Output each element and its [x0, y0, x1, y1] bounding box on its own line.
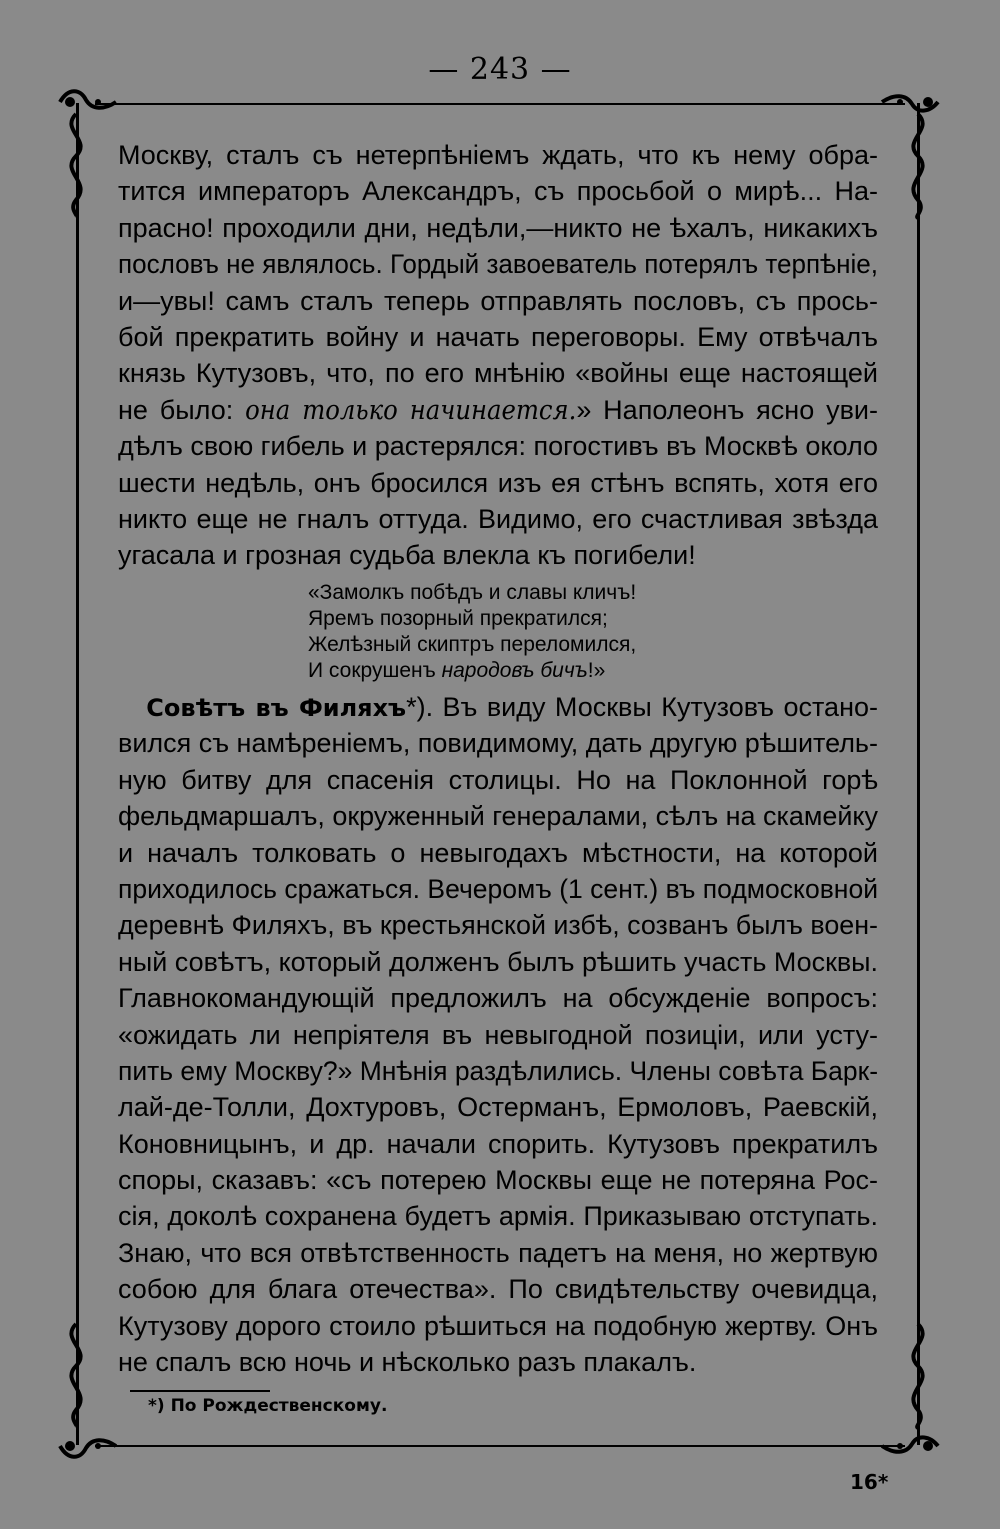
text-line: приходилось сражаться. Вечеромъ (1 сент.) въ подмосковной — [118, 873, 879, 904]
text-line: угасала и грозная судьба влекла къ погибели! — [118, 540, 696, 571]
text-line: «ожидать ли непріятеля въ невыгодной позиціи, или усту- — [118, 1019, 878, 1050]
footnote-mark: *). — [406, 692, 434, 722]
text-line: князь Кутузовъ, что, по его мнѣнію «войны еще настоящей — [118, 358, 878, 389]
poem-line: Яремъ позорный прекратился; — [308, 607, 608, 630]
text-span: И сокрушенъ — [308, 659, 442, 682]
text-line: пословъ не являлось. Гордый завоеватель потерялъ терпѣніе, — [118, 249, 879, 280]
section-heading: Совѣтъ въ Филяхъ — [146, 694, 407, 722]
text-line: никто еще не гналъ оттуда. Видимо, его счастливая звѣзда — [118, 503, 878, 534]
text-line: споры, сказавъ: «съ потерею Москвы еще не потеряна Рос- — [118, 1165, 878, 1196]
section-council — [118, 689, 878, 1380]
frame-left-rule — [76, 103, 79, 1445]
poem-line — [308, 658, 728, 684]
text-line: и началъ толковать о невыгодахъ мѣстности, на которой — [118, 837, 878, 868]
text-line: фельдмаршалъ, окруженный генералами, сѣлъ на скамейку — [118, 801, 878, 832]
text-line: не спалъ всю ночь и нѣсколько разъ плакалъ. — [118, 1347, 697, 1378]
text-line: ный совѣтъ, который долженъ былъ рѣшить участь Москвы. — [118, 946, 879, 977]
text-line: ную битву для спасенія столицы. Но на Поклонной горѣ — [118, 764, 878, 795]
corner-ornament-icon — [58, 1430, 118, 1462]
text-line: бой прекратить войну и начать переговоры. Ему отвѣчалъ — [118, 321, 878, 352]
poem-quote — [308, 580, 728, 684]
text-line: Москву, сталъ съ нетерпѣніемъ ждать, что къ нему обра- — [118, 140, 878, 170]
text-line: Главнокомандующій предложилъ на обсужденіе вопросъ: — [118, 983, 878, 1014]
section-first-line — [118, 689, 878, 725]
page-number: — 243 — — [428, 52, 572, 87]
text-line: дѣлъ свою гибель и растерялся: погостивъ въ Москвѣ около — [118, 431, 879, 462]
frame-right-rule — [917, 103, 920, 1445]
footnote: *) По Рождественскому. — [148, 1396, 388, 1416]
italic-phrase: народовъ бичъ — [441, 659, 588, 682]
text-span: не было: — [118, 394, 246, 425]
frame-top-rule — [95, 103, 905, 105]
text-line: деревнѣ Филяхъ, въ крестьянской избѣ, созванъ былъ воен- — [118, 910, 878, 941]
text-line: сія, доколѣ сохранена будетъ армія. Приказываю отступать. — [118, 1201, 878, 1232]
text-line: Знаю, что вся отвѣтственность падетъ на меня, но жертвую — [118, 1237, 878, 1268]
printer-signature: 16* — [850, 1470, 889, 1494]
italic-quote: она только начинается. — [245, 394, 577, 426]
scroll-ornament-icon — [898, 1320, 938, 1430]
text-line-with-italic — [118, 392, 878, 428]
corner-ornament-icon — [880, 1430, 940, 1462]
text-line: тится императоръ Александръ, съ просьбой о мирѣ... На- — [118, 176, 878, 207]
footnote-rule — [130, 1390, 270, 1392]
text-line: пить ему Москву?» Мнѣнія раздѣлились. Члены совѣта Барк- — [118, 1055, 879, 1086]
text-line: Коновницынъ, и др. начали спорить. Кутузовъ прекратилъ — [118, 1128, 878, 1159]
poem-line: «Замолкъ побѣдъ и славы кличъ! — [308, 581, 637, 604]
scroll-ornament-icon — [56, 110, 96, 220]
text-span: » Наполеонъ ясно уви- — [576, 394, 878, 425]
text-line: Кутузову дорого стоило рѣшиться на подобную жертву. Онъ — [118, 1310, 878, 1341]
text-line: лай-де-Толли, Дохтуровъ, Остерманъ, Ермоловъ, Раевскій, — [118, 1092, 878, 1123]
text-line: собою для блага отечества». По свидѣтельству очевидца, — [118, 1274, 878, 1305]
text-span: !» — [587, 659, 606, 682]
poem-line: Желѣзный скиптръ переломился, — [308, 633, 637, 656]
frame-bottom-rule — [95, 1445, 905, 1447]
text-line: шести недѣль, онъ бросился изъ ея стѣнъ вспять, хотя его — [118, 467, 878, 498]
text-line: и—увы! самъ сталъ теперь отправлять пословъ, съ прось- — [118, 285, 878, 316]
text-span: Въ виду Москвы Кутузовъ остано- — [433, 692, 878, 722]
text-line: прасно! проходили дни, недѣли,—никто не ѣхалъ, никакихъ — [118, 212, 878, 243]
scroll-ornament-icon — [56, 1320, 96, 1430]
paragraph-main — [118, 137, 878, 574]
text-line: вился съ намѣреніемъ, повидимому, дать другую рѣшитель- — [118, 728, 878, 759]
scroll-ornament-icon — [898, 110, 938, 220]
